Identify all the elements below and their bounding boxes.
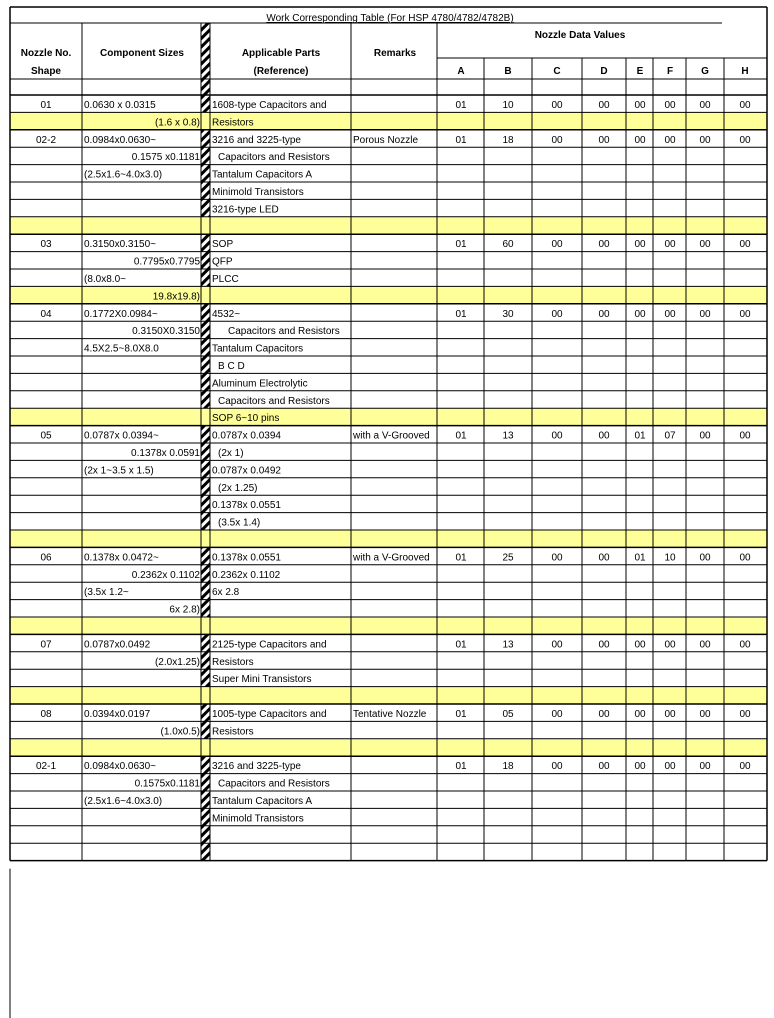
- header-column-b: B: [504, 66, 512, 77]
- nozzle-value-a: 01: [455, 308, 467, 320]
- applicable-part-line: 0.1378x 0.0551: [212, 552, 281, 564]
- nozzle-value-h: 00: [739, 552, 751, 564]
- nozzle-value-e: 00: [634, 709, 646, 720]
- nozzle-value-h: 00: [739, 430, 751, 442]
- component-size-line: 0.3150X0.3150: [132, 326, 200, 338]
- nozzle-value-d: 00: [598, 552, 610, 564]
- component-size-line: (2x 1~3.5 x 1.5): [84, 465, 154, 477]
- applicable-part-line: Resistors: [212, 656, 254, 668]
- nozzle-value-e: 00: [634, 100, 646, 111]
- applicable-part-line: 3216 and 3225-type: [212, 761, 301, 773]
- nozzle-value-c: 00: [551, 100, 563, 111]
- nozzle-value-d: 00: [598, 239, 610, 251]
- nozzle-value-d: 00: [598, 308, 610, 320]
- nozzle-value-d: 00: [598, 709, 610, 720]
- separator-band: [201, 286, 210, 303]
- applicable-part-line: 1005-type Capacitors and: [212, 709, 327, 720]
- applicable-part-line: Capacitors and Resistors: [218, 395, 330, 407]
- header-column-f: F: [666, 66, 674, 77]
- applicable-part-line: Capacitors and Resistors: [228, 326, 340, 338]
- nozzle-value-g: 00: [699, 430, 711, 442]
- header-column-c: C: [553, 66, 561, 77]
- nozzle-value-h: 00: [739, 100, 751, 111]
- nozzle-value-a: 01: [455, 100, 467, 111]
- nozzle-value-e: 00: [634, 239, 646, 251]
- nozzle-value-h: 00: [739, 308, 751, 320]
- header-applicable-parts: Applicable Parts: [241, 48, 321, 59]
- nozzle-value-c: 00: [551, 552, 563, 564]
- nozzle-number: 08: [40, 709, 52, 720]
- nozzle-value-e: 00: [634, 639, 646, 651]
- nozzle-value-a: 01: [455, 134, 467, 146]
- component-size-line: 0.1575x0.1181: [134, 778, 200, 790]
- nozzle-value-d: 00: [598, 639, 610, 651]
- applicable-part-line: SOP: [212, 239, 234, 251]
- nozzle-value-d: 00: [598, 761, 610, 773]
- component-size-line: (3.5x 1.2~: [84, 587, 129, 599]
- nozzle-number: 06: [40, 552, 52, 564]
- separator-band: [201, 530, 210, 547]
- component-size-line: 19.8x19.8): [152, 291, 200, 303]
- header-column-g: G: [701, 66, 709, 77]
- applicable-part-line: 6x 2.8: [212, 587, 240, 599]
- nozzle-number: 02-1: [35, 761, 57, 773]
- header-nozzle-no: Nozzle No.: [20, 48, 72, 59]
- remarks-text: Porous Nozzle: [353, 134, 419, 146]
- nozzle-value-a: 01: [455, 639, 467, 651]
- component-size-line: 0.1772X0.0984~: [84, 308, 158, 320]
- nozzle-value-b: 13: [502, 430, 514, 442]
- separator-band: [201, 408, 210, 425]
- nozzle-value-a: 01: [455, 552, 467, 564]
- applicable-part-line: Super Mini Transistors: [212, 674, 312, 686]
- nozzle-value-h: 00: [739, 239, 751, 251]
- nozzle-value-b: 13: [502, 639, 514, 651]
- applicable-part-line: Resistors: [212, 117, 254, 129]
- nozzle-value-h: 00: [739, 639, 751, 651]
- component-size-line: 0.0394x0.0197: [84, 709, 151, 720]
- nozzle-value-e: 01: [634, 552, 646, 564]
- applicable-part-line: Tantalum Capacitors A: [212, 169, 313, 181]
- nozzle-value-e: 00: [634, 134, 646, 146]
- header-component-sizes: Component Sizes: [100, 48, 184, 59]
- nozzle-value-g: 00: [699, 761, 711, 773]
- nozzle-value-h: 00: [739, 709, 751, 720]
- nozzle-value-f: 00: [664, 639, 676, 651]
- nozzle-value-d: 00: [598, 100, 610, 111]
- component-size-line: (1.0x0.5): [160, 726, 200, 738]
- nozzle-value-b: 25: [502, 552, 514, 564]
- applicable-part-line: Resistors: [212, 726, 254, 738]
- nozzle-value-e: 01: [634, 430, 646, 442]
- nozzle-number: 07: [40, 639, 52, 651]
- nozzle-value-c: 00: [551, 430, 563, 442]
- applicable-part-line: Tantalum Capacitors: [212, 343, 304, 355]
- nozzle-value-f: 00: [664, 308, 676, 320]
- separator-band: [201, 739, 210, 756]
- table-title: Work Corresponding Table (For HSP 4780/4782/4782B): [266, 13, 514, 24]
- applicable-part-line: (2x 1): [218, 448, 244, 459]
- component-size-line: 0.0787x 0.0394~: [84, 430, 159, 442]
- nozzle-value-f: 10: [664, 552, 676, 564]
- nozzle-value-b: 60: [502, 239, 514, 251]
- nozzle-value-a: 01: [455, 761, 467, 773]
- header-column-e: E: [636, 66, 644, 77]
- applicable-part-line: (2x 1.25): [218, 482, 258, 494]
- nozzle-value-e: 00: [634, 308, 646, 320]
- nozzle-number: 02-2: [35, 134, 57, 146]
- component-size-line: 0.0984x0.0630~: [84, 761, 157, 773]
- nozzle-value-g: 00: [699, 100, 711, 111]
- remarks-text: Tentative Nozzle: [353, 709, 427, 720]
- nozzle-value-f: 00: [664, 709, 676, 720]
- nozzle-value-c: 00: [551, 639, 563, 651]
- nozzle-value-e: 00: [634, 761, 646, 773]
- nozzle-value-f: 07: [664, 430, 676, 442]
- nozzle-value-a: 01: [455, 239, 467, 251]
- nozzle-value-b: 30: [502, 308, 514, 320]
- applicable-part-line: 2125-type Capacitors and: [212, 639, 327, 651]
- nozzle-value-c: 00: [551, 709, 563, 720]
- nozzle-value-c: 00: [551, 308, 563, 320]
- applicable-part-line: 0.1378x 0.0551: [212, 500, 281, 512]
- applicable-part-line: 3216 and 3225-type: [212, 134, 301, 146]
- nozzle-value-f: 00: [664, 134, 676, 146]
- nozzle-value-g: 00: [699, 239, 711, 251]
- applicable-part-line: Capacitors and Resistors: [218, 152, 330, 164]
- applicable-part-line: 1608-type Capacitors and: [212, 100, 327, 111]
- component-size-line: (2.5x1.6~4.0x3.0): [84, 796, 163, 807]
- nozzle-value-b: 18: [502, 134, 514, 146]
- table-grid: [10, 7, 767, 1018]
- nozzle-value-b: 05: [502, 709, 514, 720]
- nozzle-value-c: 00: [551, 761, 563, 773]
- nozzle-value-f: 00: [664, 761, 676, 773]
- nozzle-number: 05: [40, 430, 52, 442]
- separator-band: [201, 112, 210, 129]
- nozzle-value-d: 00: [598, 134, 610, 146]
- component-size-line: 0.2362x 0.1102: [131, 569, 200, 581]
- applicable-part-line: B C D: [218, 361, 245, 372]
- component-size-line: (1.6 x 0.8): [154, 117, 200, 129]
- component-size-line: 0.1378x 0.0591: [131, 448, 200, 459]
- component-size-line: (2.5x1.6~4.0x3.0): [84, 169, 163, 181]
- component-size-line: 0.0787x0.0492: [84, 639, 151, 651]
- component-size-line: 6x 2.8): [169, 604, 200, 616]
- nozzle-value-g: 00: [699, 308, 711, 320]
- separator-band: [201, 687, 210, 704]
- nozzle-value-g: 00: [699, 709, 711, 720]
- nozzle-value-g: 00: [699, 639, 711, 651]
- nozzle-value-b: 18: [502, 761, 514, 773]
- component-size-line: 0.0984x0.0630~: [84, 134, 157, 146]
- nozzle-value-g: 00: [699, 134, 711, 146]
- applicable-part-line: (3.5x 1.4): [218, 517, 261, 529]
- applicable-part-line: SOP 6~10 pins: [212, 413, 280, 425]
- header-column-d: D: [600, 66, 608, 77]
- nozzle-value-c: 00: [551, 239, 563, 251]
- nozzle-value-d: 00: [598, 430, 610, 442]
- header-column-h: H: [741, 66, 749, 77]
- applicable-part-line: QFP: [212, 256, 233, 268]
- nozzle-value-a: 01: [455, 709, 467, 720]
- nozzle-value-g: 00: [699, 552, 711, 564]
- header-reference: (Reference): [253, 66, 309, 77]
- nozzle-number: 04: [40, 308, 52, 320]
- applicable-part-line: Aluminum Electrolytic: [212, 378, 308, 390]
- nozzle-value-b: 10: [502, 100, 514, 111]
- applicable-part-line: Minimold Transistors: [212, 187, 304, 198]
- component-size-line: (2.0x1.25): [154, 656, 200, 668]
- header-nozzle-data-values: Nozzle Data Values: [534, 30, 626, 41]
- nozzle-value-a: 01: [455, 430, 467, 442]
- applicable-part-line: PLCC: [212, 274, 239, 285]
- applicable-part-line: 4532~: [212, 308, 241, 320]
- header-remarks: Remarks: [373, 48, 417, 59]
- applicable-part-line: Minimold Transistors: [212, 813, 304, 825]
- component-size-line: 0.7795x0.7795: [133, 256, 200, 268]
- component-size-line: 0.1575 x0.1181: [131, 152, 200, 164]
- component-size-line: (8.0x8.0~: [84, 274, 126, 285]
- component-size-line: 0.1378x 0.0472~: [84, 552, 159, 564]
- applicable-part-line: 0.0787x 0.0492: [212, 465, 281, 477]
- nozzle-number: 03: [40, 239, 52, 251]
- component-size-line: 0.3150x0.3150~: [84, 239, 157, 251]
- nozzle-number: 01: [40, 100, 52, 111]
- component-size-line: 0.0630 x 0.0315: [84, 100, 156, 111]
- component-size-line: 4.5X2.5~8.0X8.0: [84, 343, 159, 355]
- nozzle-value-c: 00: [551, 134, 563, 146]
- hatched-divider: [201, 23, 210, 861]
- applicable-part-line: Capacitors and Resistors: [218, 778, 330, 790]
- hatched-column: [201, 23, 210, 861]
- separator-band: [201, 217, 210, 234]
- separator-band: [201, 617, 210, 634]
- remarks-text: with a V-Grooved: [353, 430, 430, 442]
- remarks-text: with a V-Grooved: [353, 552, 430, 564]
- applicable-part-line: 3216-type LED: [212, 204, 279, 216]
- nozzle-value-f: 00: [664, 239, 676, 251]
- applicable-part-line: 0.0787x 0.0394: [212, 430, 281, 442]
- nozzle-value-h: 00: [739, 761, 751, 773]
- header-shape: Shape: [30, 66, 62, 77]
- applicable-part-line: Tantalum Capacitors A: [212, 796, 313, 807]
- nozzle-value-h: 00: [739, 134, 751, 146]
- applicable-part-line: 0.2362x 0.1102: [212, 569, 281, 581]
- nozzle-value-f: 00: [664, 100, 676, 111]
- header-column-a: A: [457, 66, 465, 77]
